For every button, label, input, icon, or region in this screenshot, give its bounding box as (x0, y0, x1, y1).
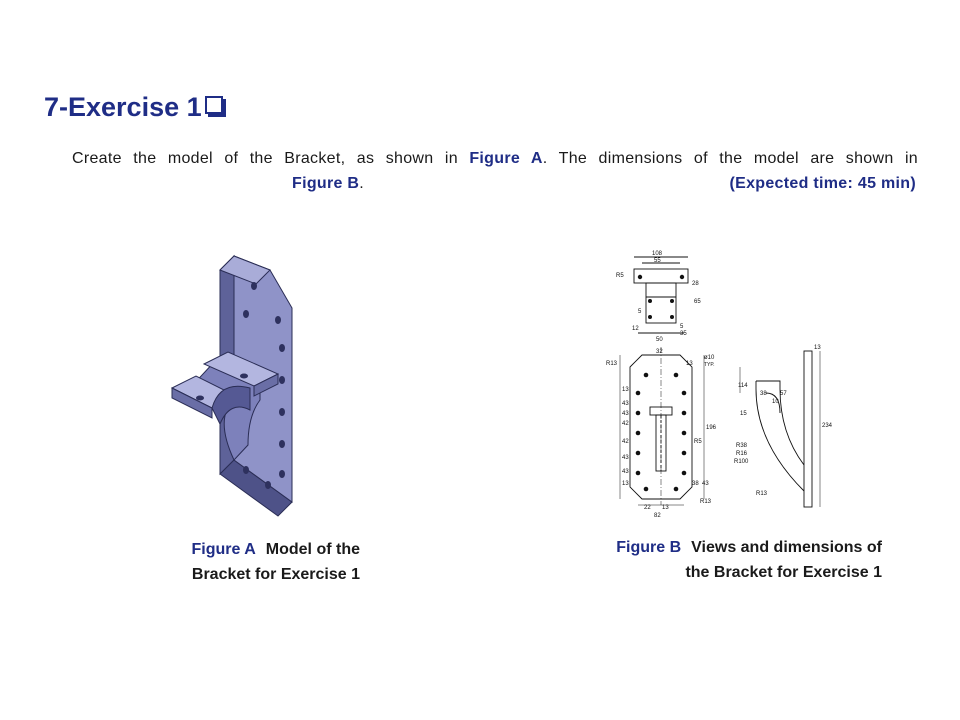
dim-13d: 13 (662, 505, 669, 511)
figure-b-label: Figure B (616, 539, 682, 556)
dim-r13c: R13 (756, 491, 768, 497)
figure-a-model-image (150, 240, 360, 530)
dim-5b: 5 (680, 324, 684, 330)
dim-r5b: R5 (694, 439, 702, 445)
dim-5a: 5 (638, 309, 642, 315)
slide-title-text: 7-Exercise 1 (44, 92, 202, 122)
figure-b-period: . (359, 175, 365, 192)
dim-42b: 42 (622, 439, 629, 445)
figure-b-drawing-image (580, 243, 840, 523)
dim-15: 15 (740, 411, 747, 417)
dim-234: 234 (822, 423, 833, 429)
figure-a-caption (120, 537, 360, 587)
dim-13e: 13 (814, 345, 821, 351)
slide-title (44, 92, 223, 123)
dim-57: 57 (780, 391, 787, 397)
dim-38: 38 (692, 481, 699, 487)
instructions-text: Create the model of the Bracket, as shown in Figure A. The dimensions of the model are shown in (72, 150, 919, 167)
dim-43d: 43 (622, 469, 629, 475)
expected-time: (Expected time: 45 min) (729, 175, 916, 192)
figure-a-caption-line1: Model of the (265, 541, 360, 558)
figure-b-caption-line2: the Bracket for Exercise 1 (685, 564, 882, 581)
dim-114: 114 (738, 383, 748, 389)
dim-r16: R16 (736, 451, 748, 457)
dim-r5: R5 (616, 273, 624, 279)
dim-13a: 13 (686, 361, 693, 367)
figure-b-caption-row1 (560, 535, 882, 560)
figure-a-ref: Figure A (469, 150, 543, 167)
figure-b-caption (560, 535, 882, 585)
dim-43b: 43 (622, 411, 629, 417)
dim-r13b: R13 (700, 499, 712, 505)
dim-12: 12 (632, 326, 639, 332)
dim-r38: R38 (736, 443, 748, 449)
dim-10: 10 (772, 399, 779, 405)
dim-65: 65 (694, 299, 701, 305)
instructions (72, 146, 918, 196)
figure-a-caption-row1 (120, 537, 360, 562)
dim-82: 82 (654, 513, 661, 519)
dim-32: 32 (656, 349, 663, 355)
dim-13b: 13 (622, 387, 629, 393)
dim-196: 196 (706, 425, 717, 431)
dim-13c: 13 (622, 481, 629, 487)
dim-22: 22 (644, 505, 651, 511)
dim-phi10: ø10 (704, 355, 715, 361)
checkbox-bullet-icon (205, 96, 223, 114)
dim-35: 35 (680, 331, 687, 337)
dim-42a: 42 (622, 421, 629, 427)
dim-43e: 43 (702, 481, 709, 487)
dim-r13a: R13 (606, 361, 618, 367)
dim-typ: TYP. (704, 362, 715, 368)
dim-43a: 43 (622, 401, 629, 407)
figure-b-ref: Figure B (292, 175, 360, 192)
dim-108: 108 (652, 251, 663, 257)
dim-43c: 43 (622, 455, 629, 461)
instructions-line2 (72, 171, 918, 196)
figure-a-caption-line2: Bracket for Exercise 1 (191, 566, 360, 583)
dim-50: 50 (656, 337, 663, 343)
dim-38b: 38 (760, 391, 767, 397)
dim-55: 55 (654, 258, 661, 264)
dim-r100: R100 (734, 459, 749, 465)
figure-b-ref-wrap (292, 171, 364, 196)
figure-a-label: Figure A (191, 541, 256, 558)
instructions-line1 (72, 146, 918, 171)
figure-b-caption-line1: Views and dimensions of (691, 539, 882, 556)
dim-28: 28 (692, 281, 699, 287)
